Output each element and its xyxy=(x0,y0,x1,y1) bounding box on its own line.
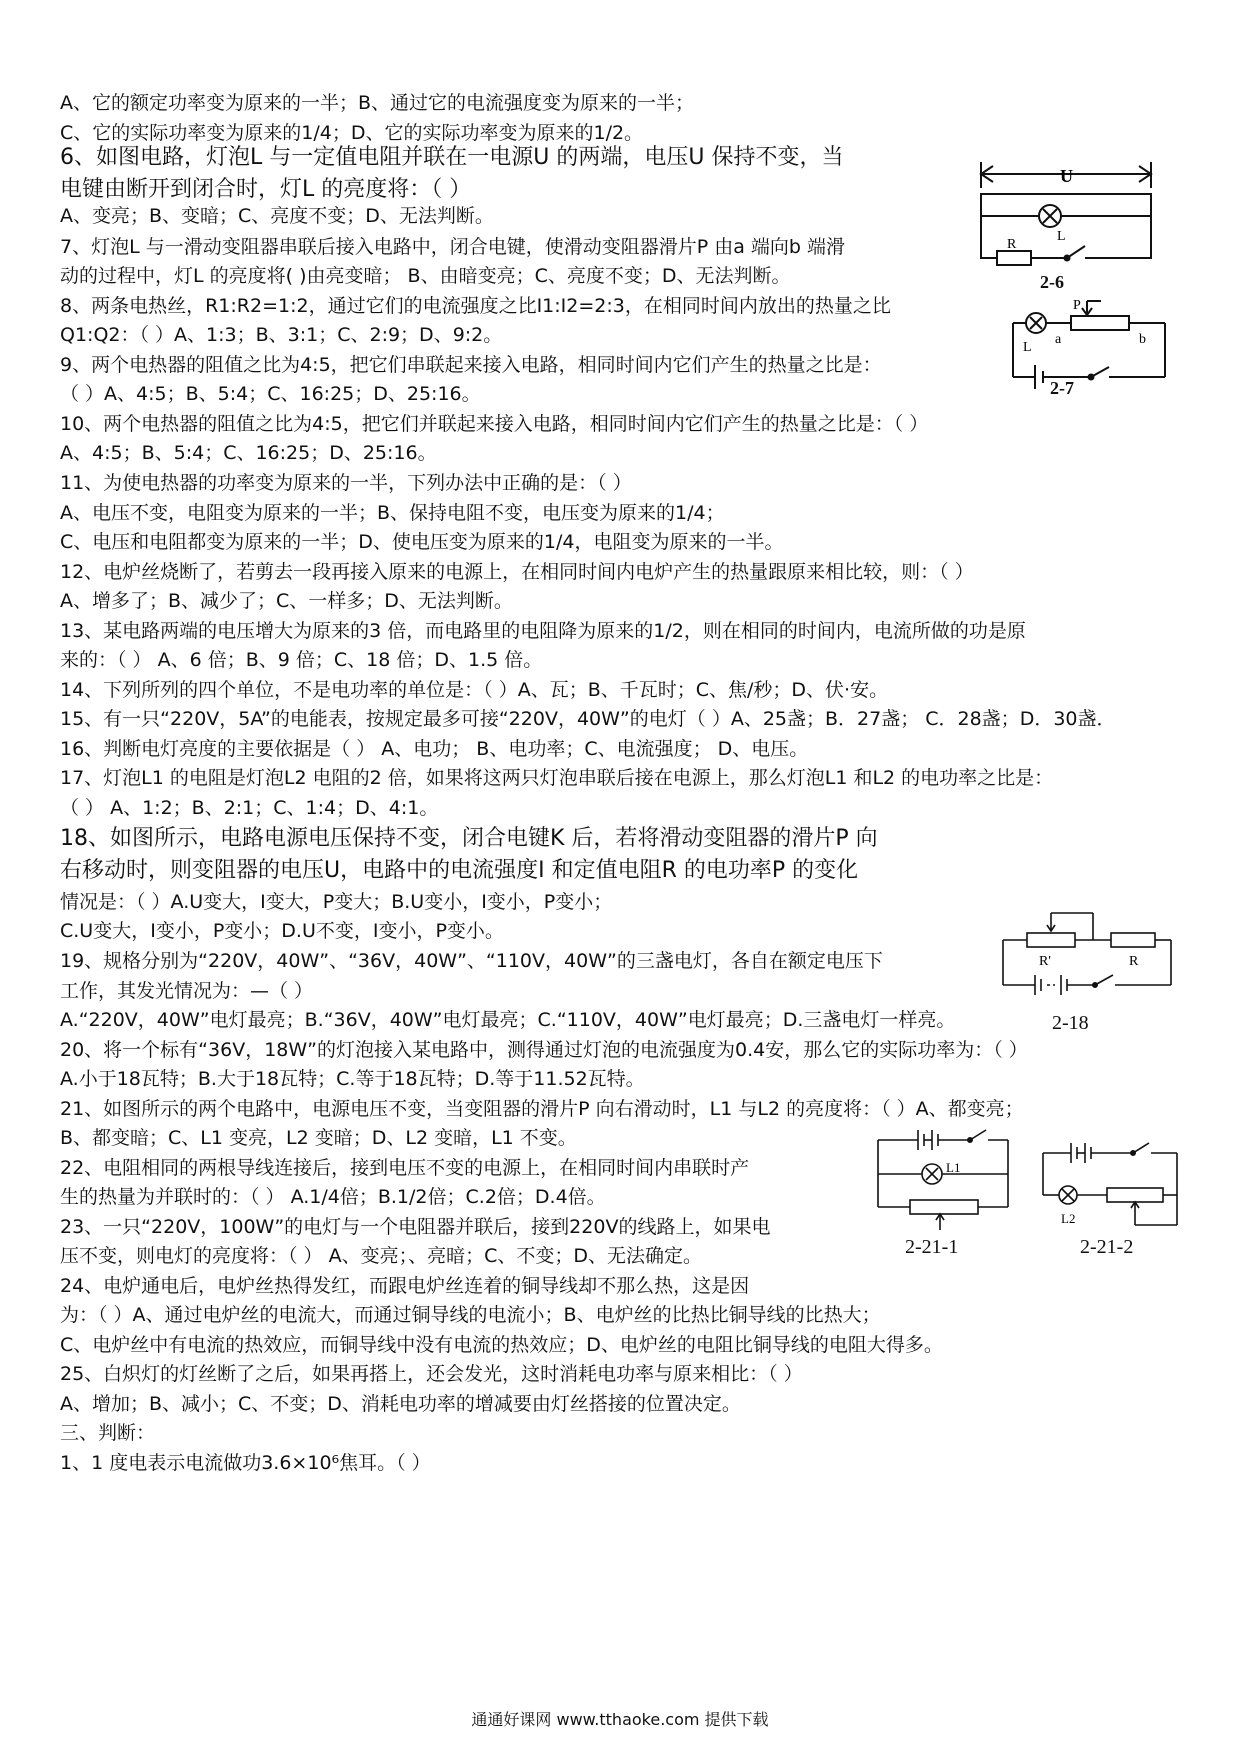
question-9-line-1: 9、两个电热器的阻值之比为4:5，把它们串联起来接入电路，相同时间内它们产生的热量之比是： xyxy=(60,354,882,376)
question-14-line: 14、下列所列的四个单位，不是电功率的单位是：（ ）A、瓦；B、千瓦时；C、焦/秒；D、伏·安。 xyxy=(60,679,889,701)
question-19-line-3: A.“220V，40W”电灯最亮；B.“36V，40W”电灯最亮；C.“110V，40W”电灯最亮；D.三盏电灯一样亮。 xyxy=(60,1009,956,1031)
figure-caption-2-21-2: 2-21-2 xyxy=(1080,1236,1134,1258)
circuit-diagram-2-6 xyxy=(975,160,1160,270)
circuit-diagram-2-21-1 xyxy=(870,1122,1015,1232)
label-r: R xyxy=(1007,237,1017,252)
figure-caption-2-18: 2-18 xyxy=(1052,1012,1089,1034)
label-l2: L2 xyxy=(1061,1211,1076,1226)
figure-caption-2-21-1: 2-21-1 xyxy=(905,1236,959,1258)
question-9-line-2: （ ）A、4:5；B、5:4；C、16:25；D、25:16。 xyxy=(60,383,481,405)
question-11-line-2: A、电压不变，电阻变为原来的一半；B、保持电阻不变，电压变为原来的1/4； xyxy=(60,502,725,524)
question-18-line-3: 情况是：（ ）A.U变大，I变大，P变大；B.U变小，I变小，P变小； xyxy=(60,891,613,913)
question-18-line-4: C.U变大，I变小，P变小；D.U不变，I变小，P变小。 xyxy=(60,920,504,942)
question-25-line-2: A、增加；B、减小；C、不变；D、消耗电功率的增减要由灯丝搭接的位置决定。 xyxy=(60,1393,741,1415)
question-11-line-1: 11、为使电热器的功率变为原来的一半，下列办法中正确的是：（ ） xyxy=(60,472,632,494)
question-18-line-2: 右移动时，则变阻器的电压U，电路中的电流强度I 和定值电阻R 的电功率P 的变化 xyxy=(60,858,859,883)
circuit-diagram-2-18 xyxy=(995,905,1180,1005)
question-24-line-3: C、电炉丝中有电流的热效应，而铜导线中没有电流的热效应；D、电炉丝的电阻比铜导线的电阻大得多。 xyxy=(60,1334,943,1356)
label-l1: L1 xyxy=(946,1160,961,1175)
question-6-line-2: 电键由断开到闭合时，灯L 的亮度将：（ ） xyxy=(60,177,472,202)
option-line: A、变亮；B、变暗；C、亮度不变；D、无法判断。 xyxy=(60,205,494,227)
question-21-line-2: B、都变暗；C、L1 变亮，L2 变暗；D、L2 变暗，L1 不变。 xyxy=(60,1127,577,1149)
circuit-diagram-2-21-2 xyxy=(1035,1135,1185,1235)
question-17-line-1: 17、灯泡L1 的电阻是灯泡L2 电阻的2 倍，如果将这两只灯泡串联后接在电源上，那么灯泡L1 和L2 的电功率之比是： xyxy=(60,767,1054,789)
question-20-line-2: A.小于18瓦特；B.大于18瓦特；C.等于18瓦特；D.等于11.52瓦特。 xyxy=(60,1068,645,1090)
question-12-line-2: A、增多了；B、减少了；C、一样多；D、无法判断。 xyxy=(60,590,513,612)
label-a: a xyxy=(1055,332,1062,347)
question-24-line-1: 24、电炉通电后，电炉丝热得发红，而跟电炉丝连着的铜导线却不那么热，这是因 xyxy=(60,1275,750,1297)
label-u: U xyxy=(1060,166,1073,186)
label-r: R xyxy=(1129,954,1139,969)
question-13-line-1: 13、某电路两端的电压增大为原来的3 倍，而电路里的电阻降为原来的1/2，则在相同的时间内，电流所做的功是原 xyxy=(60,620,1026,642)
question-8-line-2: Q1:Q2：（ ）A、1:3；B、3:1；C、2:9；D、9:2。 xyxy=(60,324,503,346)
judgement-1-line: 1、1 度电表示电流做功3.6×10⁶焦耳。（ ） xyxy=(60,1452,431,1474)
question-22-line-2: 生的热量为并联时的：（ ） A.1/4倍；B.1/2倍；C.2倍；D.4倍。 xyxy=(60,1186,606,1208)
question-19-line-2: 工作，其发光情况为：—（ ） xyxy=(60,980,314,1002)
question-25-line-1: 25、白炽灯的灯丝断了之后，如果再搭上，还会发光，这时消耗电功率与原来相比：（ ） xyxy=(60,1363,803,1385)
question-10-line-2: A、4:5；B、5:4；C、16:25；D、25:16。 xyxy=(60,442,437,464)
question-13-line-2: 来的：（ ） A、6 倍；B、9 倍；C、18 倍；D、1.5 倍。 xyxy=(60,649,543,671)
question-8-line-1: 8、两条电热丝，R1:R2=1:2，通过它们的电流强度之比I1:I2=2:3，在相同时间内放出的热量之比 xyxy=(60,295,891,317)
question-23-line-1: 23、一只“220V，100W”的电灯与一个电阻器并联后，接到220V的线路上，如果电 xyxy=(60,1216,771,1238)
question-10-line-1: 10、两个电热器的阻值之比为4:5，把它们并联起来接入电路，相同时间内它们产生的热量之比是：（ ） xyxy=(60,413,929,435)
section-heading: 三、判断： xyxy=(60,1422,156,1444)
figure-caption-2-7: 2-7 xyxy=(1050,378,1074,398)
question-7-line-2: 动的过程中，灯L 的亮度将( )由亮变暗； B、由暗变亮；C、亮度不变；D、无法判断。 xyxy=(60,265,791,287)
question-17-line-2: （ ） A、1:2；B、2:1；C、1:4；D、4:1。 xyxy=(60,797,439,819)
question-21-line-1: 21、如图所示的两个电路中，电源电压不变，当变阻器的滑片P 向右滑动时，L1 与L2 的亮度将：（ ）A、都变亮； xyxy=(60,1098,1024,1120)
question-16-line: 16、判断电灯亮度的主要依据是（ ） A、电功； B、电功率；C、电流强度； D、电压。 xyxy=(60,738,809,760)
label-p: P xyxy=(1073,298,1081,313)
question-20-line-1: 20、将一个标有“36V，18W”的灯泡接入某电路中，测得通过灯泡的电流强度为0.4安，那么它的实际功率为：（ ） xyxy=(60,1039,1028,1061)
label-r-prime: R' xyxy=(1039,954,1051,969)
option-line: A、它的额定功率变为原来的一半；B、通过它的电流强度变为原来的一半； xyxy=(60,92,695,114)
question-6-line-1: 6、如图电路，灯泡L 与一定值电阻并联在一电源U 的两端，电压U 保持不变，当 xyxy=(60,145,844,170)
question-18-line-1: 18、如图所示，电路电源电压保持不变，闭合电键K 后，若将滑动变阻器的滑片P 向 xyxy=(60,826,878,851)
question-15-line: 15、有一只“220V，5A”的电能表，按规定最多可接“220V，40W”的电灯（ ）A、25盏；B．27盏； C．28盏；D．30盏． xyxy=(60,708,1116,730)
question-11-line-3: C、电压和电阻都变为原来的一半；D、使电压变为原来的1/4，电阻变为原来的一半。 xyxy=(60,531,784,553)
label-b: b xyxy=(1139,332,1146,347)
circuit-diagram-2-7 xyxy=(1005,295,1175,395)
label-l: L xyxy=(1023,340,1032,355)
option-line: C、它的实际功率变为原来的1/4；D、它的实际功率变为原来的1/2。 xyxy=(60,122,644,144)
question-24-line-2: 为：（ ）A、通过电炉丝的电流大，而通过铜导线的电流小；B、电炉丝的比热比铜导线的比热大； xyxy=(60,1304,881,1326)
question-12-line-1: 12、电炉丝烧断了，若剪去一段再接入原来的电源上，在相同时间内电炉产生的热量跟原来相比较，则：（ ） xyxy=(60,561,974,583)
label-l: L xyxy=(1057,229,1066,244)
question-23-line-2: 压不变，则电灯的亮度将：（ ） A、变亮；、亮暗；C、不变；D、无法确定。 xyxy=(60,1245,702,1267)
page-footer: 通通好课网 www.tthaoke.com 提供下载 xyxy=(471,1710,769,1729)
question-7-line-1: 7、灯泡L 与一滑动变阻器串联后接入电路中，闭合电键，使滑动变阻器滑片P 由a 端向b 端滑 xyxy=(60,236,845,258)
question-19-line-1: 19、规格分别为“220V，40W”、“36V，40W”、“110V，40W”的三盏电灯，各自在额定电压下 xyxy=(60,950,883,972)
figure-caption-2-6: 2-6 xyxy=(1040,272,1064,292)
question-22-line-1: 22、电阻相同的两根导线连接后，接到电压不变的电源上，在相同时间内串联时产 xyxy=(60,1157,750,1179)
